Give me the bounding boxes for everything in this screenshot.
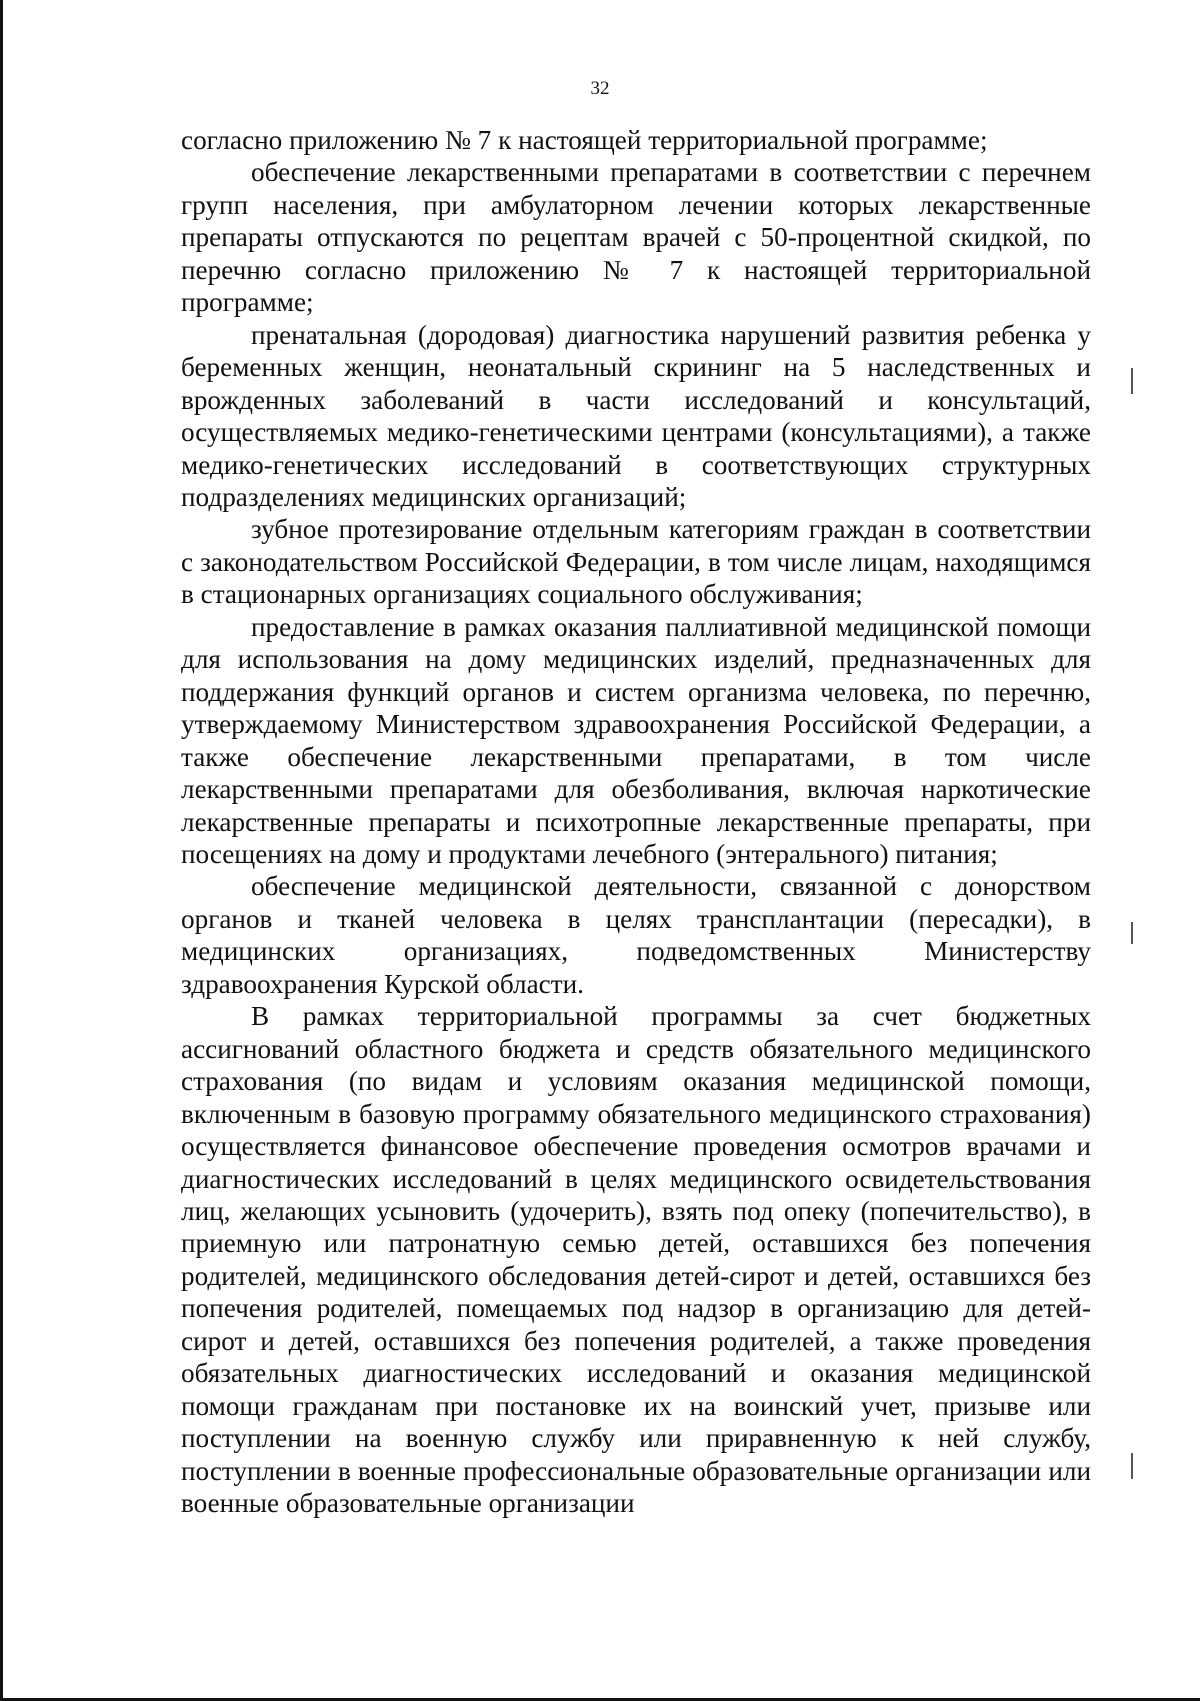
page-number: 32 [590, 78, 610, 99]
paragraph: пренатальная (дородовая) диагностика нарушений развития ребенка у беременных женщин, неонатальный скрининг на 5 наследственных и врожденных заболеваний в части исследований и консультаций, осуществляемых медико-генетическими центрами (консультациями), а также медико-генетических исследований в соответствующих структурных подразделениях медицинских организаций; [181, 319, 1091, 512]
scan-border-left [0, 0, 3, 1701]
body-text [181, 124, 1091, 1519]
paragraph: предоставление в рамках оказания паллиативной медицинской помощи для использования на дому медицинских изделий, предназначенных для поддержания функций органов и систем организма человека, по перечню, утверждаемому Министерством здравоохранения Российской Федерации, а также обеспечение лекарственными препаратами, в том числе лекарственными препаратами для обезболивания, включая наркотические лекарственные препараты и психотропные лекарственные препараты, при посещениях на дому и продуктами лечебного (энтерального) питания; [181, 611, 1091, 869]
paragraph: согласно приложению № 7 к настоящей территориальной программе; [181, 125, 988, 155]
paragraph: В рамках территориальной программы за счет бюджетных ассигнований областного бюджета и средств обязательного медицинского страхования (по видам и условиям оказания медицинской помощи, включенным в базовую программу обязательного медицинского страхования) осуществляется финансовое обеспечение проведения осмотров врачами и диагностических исследований в целях медицинского освидетельствования лиц, желающих усыновить (удочерить), взять под опеку (попечительство), в приемную или патронатную семью детей, оставшихся без попечения родителей, медицинского обследования детей-сирот и детей, оставшихся без попечения родителей, помещаемых под надзор в организацию для детей-сирот и детей, оставшихся без попечения родителей, а также проведения обязательных диагностических исследований и оказания медицинской помощи гражданам при постановке их на воинский учет, призыве или поступлении на военную службу или приравненную к ней службу, поступлении в военные профессиональные образовательные организации или военные образовательные организации [181, 1001, 1091, 1519]
paragraph: обеспечение медицинской деятельности, связанной с донорством органов и тканей человека в целях трансплантации (пересадки), в медицинских организациях, подведомственных Министерству здравоохранения Курской области. [181, 871, 1091, 999]
paragraph: обеспечение лекарственными препаратами в соответствии с перечнем групп населения, при амбулаторном лечении которых лекарственные препараты отпускаются по рецептам врачей с 50-процентной скидкой, по перечню согласно приложению № 7 к настоящей территориальной программе; [181, 157, 1091, 318]
paragraph: зубное протезирование отдельным категориям граждан в соответствии с законодательством Российской Федерации, в том числе лицам, находящимся в стационарных организациях социального обслуживания; [181, 514, 1091, 610]
scan-speck [1131, 922, 1133, 944]
scan-speck [1131, 1453, 1133, 1479]
scan-speck [1131, 368, 1133, 394]
